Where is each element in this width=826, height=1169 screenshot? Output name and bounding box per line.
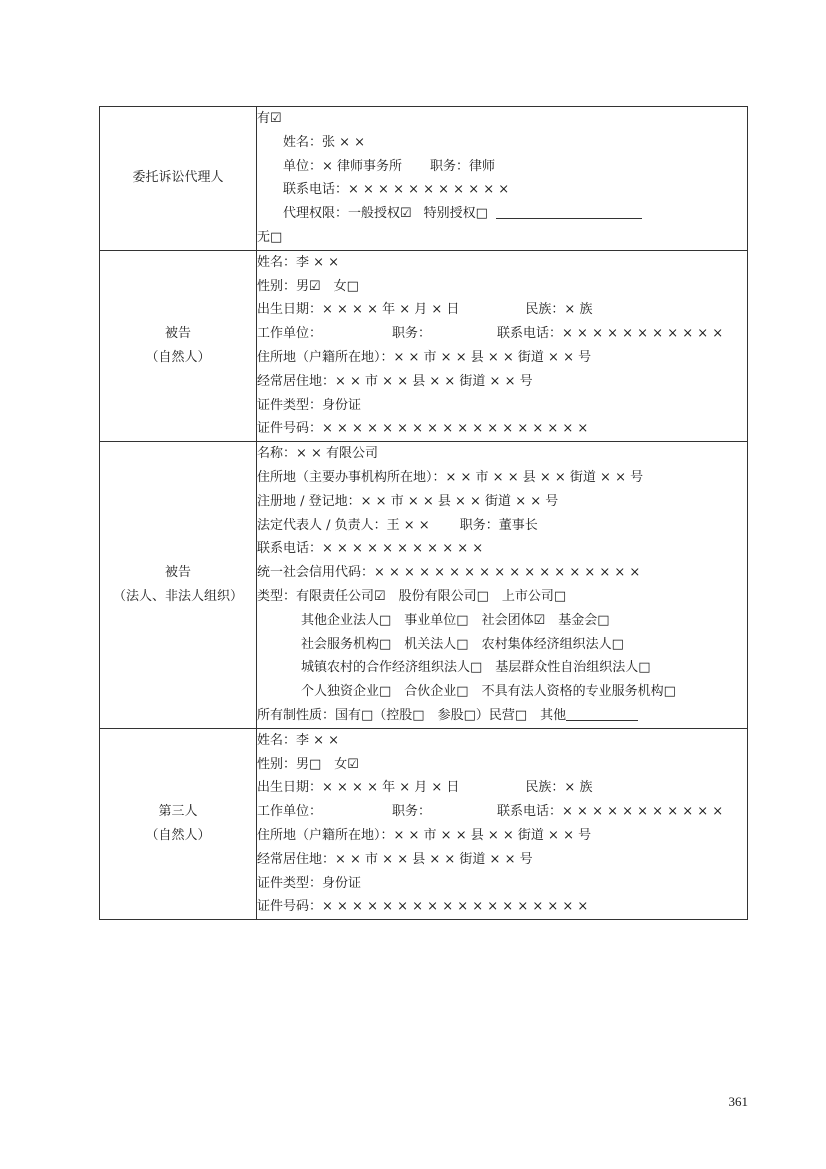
third-party-label-sub: （自然人） [145,827,211,843]
third-party-work-unit: 工作单位： [257,804,323,820]
defendant-person-name: 姓名：李 × × [257,254,340,270]
agent-name: 姓名：张 × × [283,134,366,150]
defendant-org-row [100,442,748,729]
org-type-line-1: 类型：有限责任公司☑ 股份有限公司□ 上市公司□ [257,588,567,604]
third-party-domicile: 住所地（户籍所在地）：× × 市 × × 县 × × 街道 × × 号 [257,827,592,843]
agent-unit: 单位：× 律师事务所 [283,158,403,174]
defendant-person-ethnicity: 民族：× 族 [525,302,593,318]
defendant-org-label [100,442,257,729]
defendant-person-birth: 出生日期：× × × × 年 × 月 × 日 [257,302,460,318]
third-party-content [257,728,748,919]
third-party-position: 职务： [392,804,432,820]
defendant-org-label-title: 被告 [164,564,191,580]
defendant-person-position: 职务： [392,326,432,342]
defendant-person-phone: 联系电话：× × × × × × × × × × × [497,326,724,342]
agent-authority-special: 特别授权□ [423,206,488,222]
org-phone: 联系电话：× × × × × × × × × × × [257,541,484,557]
agent-position: 职务：律师 [430,158,496,174]
agent-authority-general: 代理权限：一般授权☑ [283,206,412,222]
agent-content [257,107,748,251]
org-credit-code: 统一社会信用代码：× × × × × × × × × × × × × × × × × × [257,565,641,581]
agent-phone: 联系电话：× × × × × × × × × × × [283,182,510,198]
defendant-org-content [257,442,748,729]
org-ownership: 所有制性质：国有□（控股□ 参股□）民营□ 其他 [257,707,567,723]
defendant-person-row [100,250,748,441]
defendant-person-label [100,250,257,441]
defendant-person-content [257,250,748,441]
org-type-line-5: 个人独资企业□ 合伙企业□ 不具有法人资格的专业服务机构□ [301,684,676,700]
special-authority-blank [496,204,642,219]
org-type-line-2: 其他企业法人□ 事业单位□ 社会团体☑ 基金会□ [301,612,610,628]
third-party-name: 姓名：李 × × [257,732,340,748]
agent-label: 委托诉讼代理人 [100,107,257,251]
org-name: 名称：× × 有限公司 [257,446,379,462]
third-party-phone: 联系电话：× × × × × × × × × × × [497,804,724,820]
defendant-person-domicile: 住所地（户籍所在地）：× × 市 × × 县 × × 街道 × × 号 [257,349,592,365]
defendant-person-residence: 经常居住地：× × 市 × × 县 × × 街道 × × 号 [257,373,533,389]
third-party-birth: 出生日期：× × × × 年 × 月 × 日 [257,780,460,796]
third-party-residence: 经常居住地：× × 市 × × 县 × × 街道 × × 号 [257,851,533,867]
org-legal-rep: 法定代表人 / 负责人：王 × × [257,517,430,533]
agent-has: 有☑ [257,111,282,126]
agent-none: 无□ [257,229,283,245]
org-type-line-4: 城镇农村的合作经济组织法人□ 基层群众性自治组织法人□ [301,660,651,676]
defendant-person-label-sub: （自然人） [145,349,211,365]
agent-row [100,107,748,251]
org-registered: 注册地 / 登记地：× × 市 × × 县 × × 街道 × × 号 [257,493,559,509]
third-party-id-number: 证件号码：× × × × × × × × × × × × × × × × × × [257,899,589,915]
org-legal-rep-position: 职务：董事长 [459,517,538,533]
defendant-org-label-sub: （法人、非法人组织） [112,588,243,604]
defendant-person-id-type: 证件类型：身份证 [257,397,362,413]
page-number: 361 [728,1094,748,1109]
ownership-other-blank [566,706,638,721]
third-party-row [100,728,748,919]
third-party-gender: 性别：男□ 女☑ [257,756,359,772]
third-party-label [100,728,257,919]
third-party-ethnicity: 民族：× 族 [525,780,593,796]
third-party-label-title: 第三人 [158,803,198,819]
defendant-person-id-number: 证件号码：× × × × × × × × × × × × × × × × × × [257,421,589,437]
defendant-person-gender: 性别：男☑ 女□ [257,278,359,294]
org-domicile: 住所地（主要办事机构所在地）：× × 市 × × 县 × × 街道 × × 号 [257,469,644,485]
defendant-person-label-title: 被告 [164,325,191,341]
third-party-id-type: 证件类型：身份证 [257,875,362,891]
complaint-form-table [99,106,748,920]
org-type-line-3: 社会服务机构□ 机关法人□ 农村集体经济组织法人□ [301,636,624,652]
defendant-person-work-unit: 工作单位： [257,326,323,342]
